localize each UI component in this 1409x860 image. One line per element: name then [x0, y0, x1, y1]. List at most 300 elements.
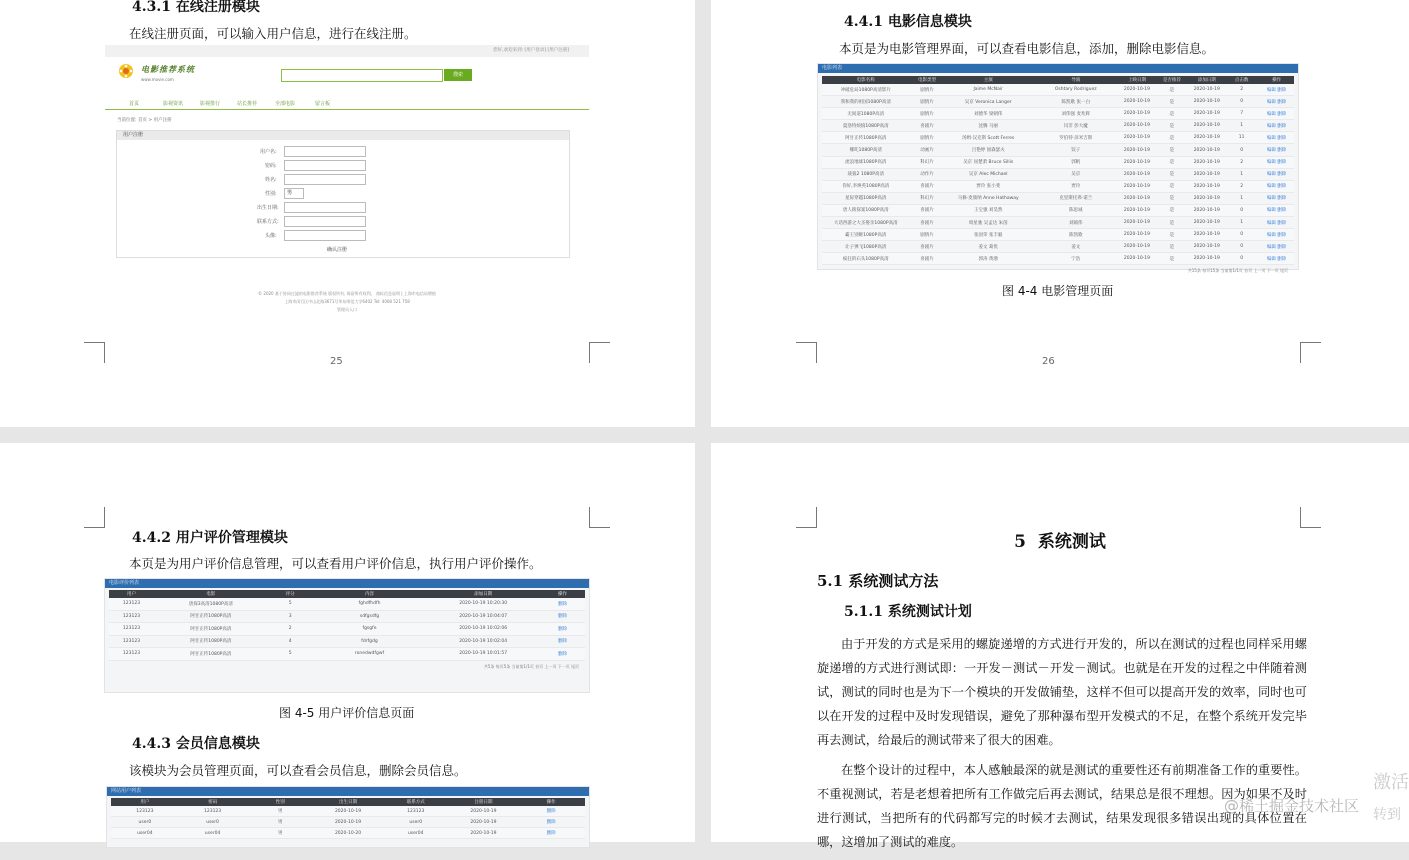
table-cell: 1 [1240, 220, 1244, 226]
crop-mark-left [84, 342, 105, 363]
table-cell: 2020-10-19 [1193, 220, 1220, 226]
admin-entry-link[interactable]: 管理员入口 [337, 307, 357, 312]
table-cell: user04 [407, 830, 424, 836]
row-action-link[interactable]: 编辑 删除 [1266, 220, 1287, 226]
section-heading: 4.4.1 电影信息模块 [844, 14, 972, 30]
table-cell: 剧情片 [920, 87, 934, 93]
table-cell: 2020-10-19 [470, 808, 497, 814]
table-row [822, 253, 1294, 265]
table-row [111, 806, 585, 817]
page-number: 25 [330, 356, 343, 367]
col-header: 点击数 [1234, 78, 1249, 83]
col-header: 密码 [208, 800, 218, 805]
table-cell: 喜剧片 [920, 244, 934, 250]
table-cell: user04 [137, 830, 153, 836]
movie-management-screenshot [817, 63, 1299, 274]
table-cell: 2020-10-19 [1193, 99, 1220, 105]
table-cell: 是 [1169, 220, 1175, 226]
table-cell: 夏洛特烦恼1080P高清 [842, 123, 889, 129]
row-action-link[interactable]: 编辑 删除 [1266, 148, 1287, 154]
figure-caption: 图 4-4 电影管理页面 [1002, 284, 1114, 298]
table-cell: 2020-10-19 [1193, 87, 1220, 93]
table-cell: 是 [1169, 99, 1175, 105]
body-text [817, 632, 1307, 860]
table-cell: 剧情片 [920, 99, 934, 105]
table-row [822, 157, 1294, 169]
col-header: 电影 [206, 592, 216, 597]
table-pagination: 共5条 每页5条 当前第1/1页 首页 上一页 下一页 尾页 [483, 663, 579, 669]
col-header: 操作 [1272, 78, 1282, 83]
table-cell: 2020-10-19 10:20:30 [459, 601, 508, 607]
table-cell: 2020-10-19 [334, 819, 362, 825]
table-cell: 沈腾 马丽 [978, 123, 998, 129]
logo [117, 62, 135, 80]
table-cell: fgsgfe [362, 626, 377, 632]
table-cell: 5 [288, 651, 292, 657]
table-cell: 是 [1169, 172, 1175, 178]
table-cell: 123123 [122, 613, 141, 619]
site-title: 电影推荐系统 [141, 65, 195, 74]
panel-title: 用户注册 [117, 131, 569, 140]
table-cell: 大话西游之大圣娶亲1080P高清 [833, 220, 898, 226]
registration-page-screenshot [105, 45, 589, 320]
table-cell: 2020-10-19 [1123, 87, 1151, 93]
table-cell: 剧情片 [920, 232, 934, 238]
document-page-26 [711, 0, 1409, 427]
table-cell: 123123 [122, 601, 141, 607]
table-row [822, 181, 1294, 193]
row-action-link[interactable]: 删除 [558, 651, 568, 657]
table-cell: user0 [206, 819, 219, 825]
table-cell: 贾玲 张小斐 [976, 184, 1001, 190]
table-cell: 2020-10-19 [1193, 111, 1220, 117]
review-table-body [109, 598, 585, 661]
section-intro: 在线注册页面，可以输入用户信息，进行在线注册。 [129, 26, 417, 41]
table-cell: 吴京 屈楚萧 Bruce Sillis [963, 160, 1014, 166]
username-input[interactable] [284, 146, 366, 157]
nav-item-recommend[interactable]: 站长推荐 [237, 101, 258, 107]
table-cell: 2020-10-19 [470, 819, 497, 825]
table-cell: 饺子 [1071, 148, 1081, 154]
table-cell: 姜文 葛优 [978, 244, 998, 250]
table-cell: 男 [278, 809, 283, 814]
table-cell: 科幻片 [920, 160, 934, 166]
table-cell: 2020-10-19 [1123, 244, 1151, 250]
table-cell: 2020-10-19 [1193, 195, 1220, 201]
col-header: 主演 [983, 78, 993, 83]
table-cell: 战狼2 1080P高清 [847, 172, 884, 178]
table-cell: 123123 [122, 651, 141, 657]
table-cell: 2020-10-19 [1193, 232, 1220, 238]
birthdate-input[interactable] [284, 202, 366, 213]
col-header: 用户 [140, 800, 150, 805]
table-cell: 123123 [122, 626, 141, 632]
table-cell: 1 [1240, 123, 1244, 129]
table-row [822, 217, 1294, 229]
activation-notice-line-2: 转到 [1373, 807, 1401, 823]
table-cell: 5 [288, 601, 292, 607]
row-action-link[interactable]: 删除 [546, 820, 556, 825]
table-cell: 王宝强 刘昊然 [973, 208, 1003, 214]
table-cell: sdfgsdfg [359, 613, 380, 619]
table-cell: 动画片 [920, 148, 934, 154]
table-cell: 汤姆·汉克斯 Scott Ferres [962, 135, 1015, 141]
row-action-link[interactable]: 编辑 删除 [1266, 232, 1287, 238]
search-input[interactable] [281, 69, 443, 82]
table-cell: 123123 [203, 808, 222, 814]
section-title: 5.1 系统测试方法 [817, 572, 939, 590]
movie-table-body [822, 84, 1294, 265]
table-cell: 是 [1169, 160, 1175, 166]
table-cell: fghdfhdfh [358, 601, 381, 607]
table-cell: 2020-10-19 [1193, 207, 1220, 213]
table-cell: user0 [409, 819, 423, 825]
table-cell: 姜文 [1071, 244, 1081, 250]
table-cell: 陈凯歌 [1068, 232, 1083, 238]
table-cell: 霸王别姬1080P高清 [845, 232, 887, 238]
top-links: 您好,欢迎来到: [用户登录] [用户注册] [493, 48, 569, 53]
table-cell: 刘镇伟 [1068, 220, 1083, 226]
crop-mark-left [796, 342, 817, 363]
field-label-name: 姓名: [265, 177, 277, 183]
table-cell: 阿甘正传1080P高清 [190, 639, 232, 645]
table-cell: 2020-10-19 [1123, 256, 1151, 262]
col-header: 添加日期 [1197, 78, 1216, 83]
subsection-title: 5.1.1 系统测试计划 [844, 604, 972, 620]
table-cell: 刘伟强 麦兆辉 [1061, 111, 1090, 117]
table-cell: 2 [1240, 159, 1244, 165]
table-cell: 贾玲 [1071, 184, 1081, 190]
col-header: 评分 [285, 592, 295, 597]
table-cell: 喜剧片 [920, 256, 934, 262]
table-row [822, 193, 1294, 205]
table-cell: 你好,李焕英1080P高清 [842, 184, 890, 190]
field-label-avatar: 头像: [265, 233, 277, 239]
table-pagination: 共15条 每页15条 当前第1/1页 首页 上一页 下一页 尾页 [1187, 268, 1288, 274]
table-cell: 是 [1169, 87, 1175, 93]
table-cell: 0 [1240, 256, 1244, 262]
table-cell: 是 [1169, 123, 1175, 129]
row-action-link[interactable]: 删除 [558, 601, 568, 607]
table-cell: 陈思诚 [1068, 208, 1083, 214]
table-cell: 2020-10-20 [334, 830, 362, 836]
col-header: 内容 [364, 592, 374, 597]
field-label-birthdate: 出生日期: [257, 205, 279, 211]
table-cell: Jaime McNair [973, 87, 1003, 93]
table-cell: 2020-10-19 [1123, 159, 1151, 165]
review-management-screenshot [104, 578, 590, 693]
table-cell: 刘德华 梁朝伟 [973, 111, 1003, 117]
document-page-25 [0, 0, 695, 427]
table-cell: 男 [278, 820, 283, 825]
table-row [111, 828, 585, 839]
table-cell: 2020-10-19 [1193, 171, 1220, 177]
table-cell: 2 [288, 626, 292, 632]
table-cell: 喜剧片 [920, 208, 934, 214]
table-cell: 吕艳婷 囧森瑟夫 [971, 148, 1005, 154]
password-input[interactable] [284, 160, 366, 171]
table-title-bar: 电影列表 [818, 64, 1298, 73]
breadcrumb: 当前位置: 首页 > 用户注册 [117, 118, 172, 123]
table-row [109, 636, 585, 649]
main-nav [105, 98, 589, 110]
table-cell: 阿甘正传1080P高清 [190, 651, 232, 657]
table-cell: 123123 [136, 808, 154, 814]
table-cell: 是 [1169, 184, 1175, 190]
table-cell: 0 [1240, 207, 1244, 213]
table-row [109, 598, 585, 611]
search-button[interactable]: 搜索 [444, 69, 472, 81]
table-cell: 吴京 Veronica Langer [964, 99, 1012, 105]
table-cell: 我和我的祖国1080P高清 [840, 99, 891, 105]
table-cell: 哪吒1080P高清 [849, 148, 882, 154]
table-cell: 0 [1240, 232, 1244, 238]
paragraph: 在整个设计的过程中，本人感触最深的就是测试的重要性还有前期准备工作的重要性。不重视测试，若是老想着把所有工作做完后再去测试，结果总是很不理想。因为如果不及时进行测试，当把所有的代码都写完的时候才去测试，结果发现很多错误出现的具体位置在哪，这增加了测试的难度。 [817, 763, 1307, 849]
table-cell: 喜剧片 [920, 220, 934, 226]
col-header: 操作 [546, 800, 556, 805]
table-cell: 剧情片 [920, 111, 934, 117]
table-cell: 无间道1080P高清 [847, 111, 885, 117]
row-action-link[interactable]: 编辑 删除 [1266, 123, 1287, 129]
section-intro: 本页是为电影管理界面，可以查看电影信息，添加，删除电影信息。 [839, 41, 1215, 56]
table-cell: 唐人街探案1080P高清 [842, 208, 889, 214]
table-cell: 11 [1238, 135, 1245, 141]
field-label-contact: 联系方式: [257, 219, 279, 225]
row-action-link[interactable]: 删除 [558, 626, 568, 632]
row-action-link[interactable]: 编辑 删除 [1266, 160, 1287, 166]
nav-item-guestbook[interactable]: 留言板 [315, 101, 331, 107]
table-cell: 2020-10-19 [1123, 195, 1151, 201]
table-cell: 唐探3高清1080P高清 [188, 601, 233, 607]
row-action-link[interactable]: 删除 [546, 831, 556, 836]
table-cell: 郭涛 黄渤 [978, 256, 998, 262]
table-cell: 吴京 Alec Michael [968, 172, 1008, 178]
table-header [111, 798, 585, 806]
table-cell: 1 [1240, 171, 1244, 177]
crop-mark-right [1300, 342, 1321, 363]
table-cell: 冲破危局1080P高清影片 [840, 87, 891, 93]
nav-item-all-movies[interactable]: 全部电影 [275, 101, 296, 107]
table-header [109, 590, 585, 598]
gender-value: 男 [287, 190, 293, 196]
member-table-body [111, 806, 585, 839]
col-header: 导演 [1071, 78, 1081, 83]
row-action-link[interactable]: 编辑 删除 [1266, 87, 1287, 93]
col-header: 电影名称 [856, 78, 875, 83]
site-footer-line-2: 上海市闵行区中山北路3671号华东师范大学6402 Tel: 4008 521 758 [284, 299, 410, 304]
table-cell: 科幻片 [920, 196, 934, 202]
table-header [822, 76, 1294, 84]
table-cell: 2020-10-19 [1193, 159, 1220, 165]
table-cell: 是 [1169, 244, 1175, 250]
col-header: 是否推荐 [1162, 78, 1181, 83]
site-footer-line-1: © 2020 基于协同过滤的电影推荐系统 版权所有, 保留所有权利。 商标信息说明 | 上海市电信局增值 [258, 291, 436, 296]
nav-item-home[interactable]: 首页 [129, 101, 140, 107]
table-cell: 张国荣 张丰毅 [973, 232, 1003, 238]
table-row [822, 169, 1294, 181]
table-cell: 喜剧片 [920, 184, 934, 190]
row-action-link[interactable]: 编辑 删除 [1266, 208, 1287, 214]
table-cell: 2020-10-19 [1123, 183, 1151, 189]
table-cell: 2020-10-19 [1193, 123, 1220, 129]
table-cell: 动作片 [920, 172, 934, 178]
crop-mark-right [589, 507, 610, 528]
table-cell: 陈凯歌 张一白 [1061, 99, 1090, 105]
table-title-bar: 电影评价列表 [105, 579, 589, 588]
contact-input[interactable] [284, 216, 366, 227]
crop-mark-left [84, 507, 105, 528]
table-cell: 2020-10-19 [1123, 220, 1151, 226]
table-cell: 周星驰 吴孟达 朱茵 [968, 220, 1008, 226]
row-action-link[interactable]: 删除 [558, 639, 568, 645]
table-cell: 马修·麦康纳 Anne Hathaway [957, 196, 1019, 202]
table-cell: 2020-10-19 [1123, 123, 1151, 129]
table-cell: 克里斯托弗·诺兰 [1059, 196, 1093, 202]
section-intro: 本页是为用户评价信息管理，可以查看用户评价信息，执行用户评价操作。 [129, 556, 542, 571]
table-cell: 2020-10-19 10:04:07 [459, 613, 508, 619]
table-row [822, 132, 1294, 144]
row-action-link[interactable]: 编辑 删除 [1266, 135, 1287, 141]
submit-button[interactable]: 确认注册 [327, 247, 348, 253]
table-row [109, 648, 585, 661]
col-header: 电影类型 [917, 78, 936, 83]
field-label-username: 用户名: [260, 149, 277, 155]
table-row [822, 205, 1294, 217]
table-cell: 2020-10-19 [334, 808, 362, 814]
row-action-link[interactable]: 编辑 删除 [1266, 184, 1287, 190]
film-reel-icon [117, 62, 135, 80]
table-cell: 是 [1169, 111, 1175, 117]
table-cell: 阿甘正传1080P高清 [190, 626, 232, 632]
activation-notice-line-1: 激活 [1373, 772, 1409, 793]
row-action-link[interactable]: 删除 [546, 809, 556, 814]
col-header: 出生日期 [339, 800, 358, 805]
table-cell: 2 [1240, 183, 1244, 189]
col-header: 操作 [558, 592, 568, 597]
table-cell: 0 [1240, 147, 1244, 153]
col-header: 用户 [126, 592, 136, 597]
document-page-27 [0, 443, 695, 842]
table-cell: 2 [1240, 87, 1244, 93]
row-action-link[interactable]: 编辑 删除 [1266, 172, 1287, 178]
table-cell: 2020-10-19 10:02:04 [459, 638, 508, 644]
name-input[interactable] [284, 174, 366, 185]
table-cell: 男 [278, 831, 283, 836]
table-cell: 0 [1240, 99, 1244, 105]
table-cell: 星际穿越1080P高清 [845, 196, 887, 202]
table-cell: 疯狂的石头1080P高清 [842, 256, 889, 262]
col-header: 注册日期 [474, 800, 493, 805]
nav-item-news[interactable]: 影视资讯 [163, 101, 184, 107]
table-row [109, 623, 585, 636]
nav-item-ranking[interactable]: 影视排行 [200, 101, 221, 107]
table-cell: user0 [138, 819, 152, 825]
col-header: 性别 [275, 800, 285, 805]
row-action-link[interactable]: 编辑 删除 [1266, 256, 1287, 262]
row-action-link[interactable]: 编辑 删除 [1266, 99, 1287, 105]
table-cell: 2020-10-19 [1123, 111, 1151, 117]
section-heading-2: 4.4.3 会员信息模块 [132, 736, 260, 752]
figure-caption: 图 4-5 用户评价信息页面 [279, 706, 415, 720]
avatar-input[interactable] [284, 230, 366, 241]
table-row [822, 84, 1294, 96]
table-cell: 2020-10-19 [1123, 207, 1151, 213]
table-row [822, 120, 1294, 132]
table-cell: 2020-10-19 10:02:06 [459, 626, 508, 632]
table-cell: Oshtary Rodriguez [1054, 87, 1097, 93]
table-row [822, 241, 1294, 253]
table-cell: 是 [1169, 232, 1175, 238]
table-cell: 1 [1240, 195, 1244, 201]
document-page-28 [711, 443, 1409, 849]
table-cell: 闫非 彭大魔 [1063, 123, 1088, 129]
section-heading: 4.4.2 用户评价管理模块 [132, 530, 288, 546]
table-row [822, 108, 1294, 120]
site-url: www.movie.com [141, 77, 174, 82]
crop-mark-left [796, 507, 817, 528]
table-cell: 2020-10-19 [1123, 171, 1151, 177]
table-cell: 7 [1240, 111, 1244, 117]
table-cell: 流浪地球1080P高清 [845, 160, 887, 166]
table-cell: 宁浩 [1071, 256, 1081, 262]
col-header: 联系方式 [406, 800, 425, 805]
table-cell: 2020-10-19 [1193, 147, 1220, 153]
table-cell: 是 [1169, 135, 1175, 141]
table-cell: 让子弹飞1080P高清 [845, 244, 887, 250]
table-cell: 喜剧片 [920, 123, 934, 129]
table-cell: 2020-10-19 [1123, 232, 1151, 238]
crop-mark-right [589, 342, 610, 363]
table-cell: user04 [204, 830, 221, 836]
table-row [822, 144, 1294, 156]
table-cell: 吴京 [1071, 172, 1081, 178]
table-cell: 阿甘正传1080P高清 [190, 614, 232, 620]
row-action-link[interactable]: 编辑 删除 [1266, 244, 1287, 250]
table-cell: 是 [1169, 148, 1175, 154]
table-cell: 2020-10-19 [1193, 183, 1220, 189]
table-cell: 罗伯特·泽米吉斯 [1059, 135, 1093, 141]
table-row [111, 817, 585, 828]
table-cell: 2020-10-19 [1123, 135, 1151, 141]
table-cell: 2020-10-19 [1123, 99, 1151, 105]
table-cell: 2020-10-19 [1193, 244, 1220, 250]
table-cell: 是 [1169, 208, 1175, 214]
page-number: 26 [1042, 356, 1055, 367]
field-label-password: 密码: [265, 163, 277, 169]
table-cell: 2020-10-19 10:01:57 [459, 651, 508, 657]
table-cell: 是 [1169, 256, 1175, 262]
table-row [822, 229, 1294, 241]
col-header: 上映日期 [1127, 78, 1146, 83]
watermark-text: @稀土掘金技术社区 [1224, 797, 1360, 815]
table-cell: 2020-10-19 [470, 830, 497, 836]
table-cell: 郭帆 [1071, 160, 1081, 166]
chapter-title: 5 系统测试 [1014, 532, 1106, 552]
row-action-link[interactable]: 删除 [558, 614, 568, 620]
table-cell: 3 [288, 613, 292, 619]
row-action-link[interactable]: 编辑 删除 [1266, 196, 1287, 202]
crop-mark-right [1300, 507, 1321, 528]
table-cell: 2020-10-19 [1193, 256, 1220, 262]
table-row [109, 611, 585, 624]
table-cell: 阿甘正传1080P高清 [845, 135, 887, 141]
gender-select[interactable] [284, 188, 304, 199]
table-cell: 0 [1240, 244, 1244, 250]
section-intro-2: 该模块为会员管理页面，可以查看会员信息，删除会员信息。 [129, 763, 467, 778]
row-action-link[interactable]: 编辑 删除 [1266, 111, 1287, 117]
table-cell: 是 [1169, 196, 1175, 202]
table-cell: fdrfgdg [361, 638, 378, 644]
